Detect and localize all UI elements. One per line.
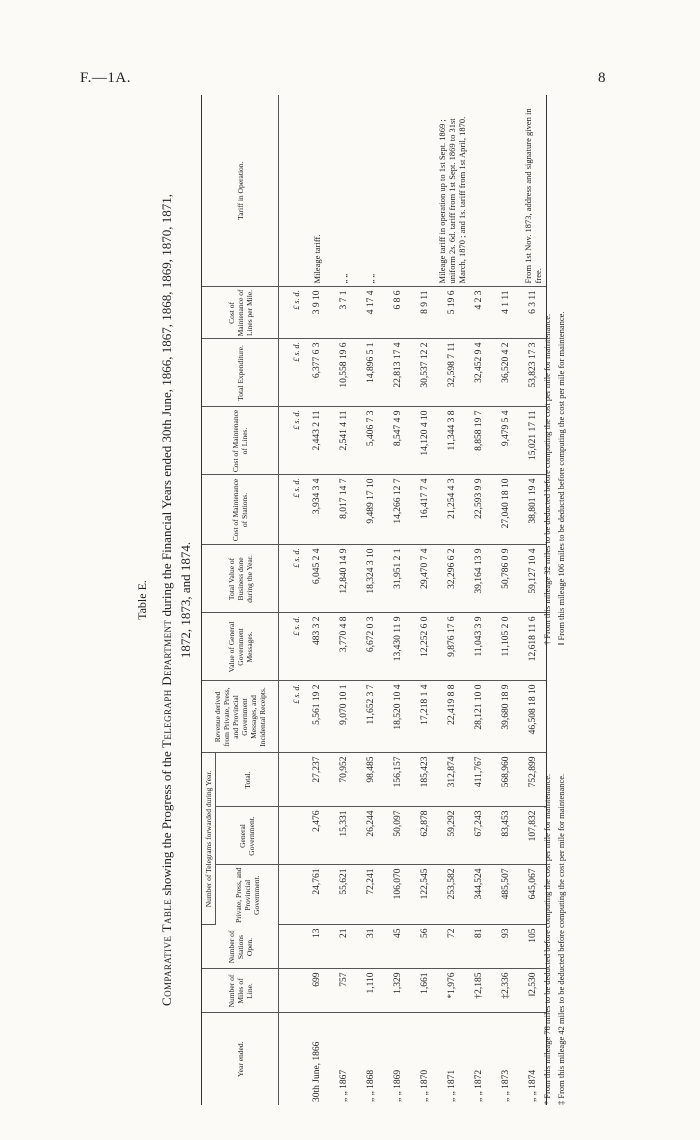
unit-lsd: £ s. d.	[279, 339, 304, 407]
cell-revenue: 39,680 18 9	[492, 681, 519, 753]
cell-business-value: 6,045 2 4	[303, 545, 330, 613]
header-general: General Government.	[216, 807, 279, 865]
cell-maint-lines: 14,120 4 10	[411, 407, 438, 475]
unit-lsd: £ s. d.	[279, 407, 304, 475]
caption-lead: Comparative Table	[159, 898, 174, 1006]
cell-revenue: 28,121 10 0	[465, 681, 492, 753]
cell-year: „ „ 1868	[365, 1069, 376, 1102]
cell-stations: 72	[438, 925, 465, 969]
cell-govt-value: 11,043 3 9	[465, 613, 492, 681]
cell-tariff: From 1st Nov. 1873, address and signature given in free.	[519, 95, 547, 287]
cell-maint-stations: 22,593 9 9	[465, 475, 492, 545]
cell-private: 485,507	[492, 865, 519, 925]
cell-stations: 13	[303, 925, 330, 969]
cell-year: „ „ 1874	[519, 1013, 547, 1105]
table-row	[357, 95, 384, 1105]
unit-lsd: £ s. d.	[279, 681, 304, 753]
cell-maint-lines: 11,344 3 8	[438, 407, 465, 475]
cell-maint-lines: 2,541 4 11	[330, 407, 357, 475]
cell-govt-value: 3,770 4 8	[330, 613, 357, 681]
page-number: 8	[598, 70, 606, 86]
cell-miles: *1,976	[438, 969, 465, 1013]
cell-expenditure: 53,823 17 3	[519, 339, 547, 407]
rotated-table-block	[135, 95, 595, 1105]
cell-year: „ „ 1870	[419, 1069, 430, 1102]
cell-private: 122,545	[411, 865, 438, 925]
table-row	[384, 95, 411, 1105]
cell-expenditure: 10,558 19 6	[330, 339, 357, 407]
cell-revenue: 18,520 10 4	[384, 681, 411, 753]
cell-maint-stations: 16,417 7 4	[411, 475, 438, 545]
cell-miles: 1,661	[411, 969, 438, 1013]
cell-private: 344,524	[465, 865, 492, 925]
cell-year: „ „ 1867	[338, 1069, 349, 1102]
cell-revenue: 5,561 19 2	[303, 681, 330, 753]
table-row	[330, 95, 357, 1105]
header-govt-value: Value of General Government Messages.	[202, 613, 279, 681]
unit-lsd: £ s. d.	[279, 287, 304, 339]
cell-revenue: 17,218 1 4	[411, 681, 438, 753]
cell-total: 185,423	[411, 753, 438, 807]
cell-private: 106,070	[384, 865, 411, 925]
cell-total: 752,899	[519, 753, 547, 807]
caption-line2: 1872, 1873, and 1874.	[178, 541, 193, 659]
header-telegrams-group: Number of Telegrams forwarded during Year.	[202, 753, 216, 925]
cell-total: 27,237	[303, 753, 330, 807]
cell-maint-lines: 8,858 19 7	[465, 407, 492, 475]
cell-expenditure: 36,520 4 2	[492, 339, 519, 407]
cell-per-mile: 3 7 1	[330, 287, 357, 339]
cell-per-mile: 6 3 11	[519, 287, 547, 339]
cell-total: 411,767	[465, 753, 492, 807]
header-miles: Number of Miles of Line.	[202, 969, 279, 1013]
header-year: Year ended.	[202, 1013, 279, 1105]
cell-general: 62,878	[411, 807, 438, 865]
cell-govt-value: 483 3 2	[303, 613, 330, 681]
cell-business-value: 39,164 13 9	[465, 545, 492, 613]
cell-stations: 93	[492, 925, 519, 969]
cell-govt-value: 12,618 11 6	[519, 613, 547, 681]
cell-expenditure: 32,452 9 4	[465, 339, 492, 407]
units-row	[279, 95, 304, 1105]
cell-tariff: Mileage tariff in operation up to 1st Sept. 1869 ; uniform 2s. 6d. tariff from 1st Sept. 1869 to 31st March, 1870 ; and 1s. tariff from 1st April, 1870.	[384, 95, 519, 287]
cell-general: 67,243	[465, 807, 492, 865]
cell-expenditure: 14,896 5 1	[357, 339, 384, 407]
cell-business-value: 31,951 2 1	[384, 545, 411, 613]
cell-expenditure: 6,377 6 3	[303, 339, 330, 407]
footnote: * From this mileage 78 miles to be deducted before computing the cost per mile for maintenance.	[542, 773, 552, 1105]
cell-private: 645,067	[519, 865, 547, 925]
cell-tariff: „ „	[357, 95, 384, 287]
cell-maint-lines: 15,021 17 11	[519, 407, 547, 475]
footnote: † From this mileage 32 miles to be deducted before computing the cost per mile for maintenance.	[542, 313, 552, 645]
cell-miles: 1,329	[384, 969, 411, 1013]
cell-per-mile: 6 8 6	[384, 287, 411, 339]
cell-stations: 56	[411, 925, 438, 969]
cell-govt-value: 6,672 0 3	[357, 613, 384, 681]
cell-maint-stations: 14,266 12 7	[384, 475, 411, 545]
cell-business-value: 32,296 6 2	[438, 545, 465, 613]
footnote: ‡ From this mileage 42 miles to be deducted before computing the cost per mile for maintenance.	[556, 773, 566, 1105]
cell-per-mile: 3 9 10	[303, 287, 330, 339]
cell-stations: 45	[384, 925, 411, 969]
cell-per-mile: 4 1 11	[492, 287, 519, 339]
cell-total: 312,874	[438, 753, 465, 807]
footnote: ‖ From this mileage 106 miles to be deducted before computing the cost per mile for maintenance.	[556, 311, 566, 645]
header-maint-stations: Cost of Maintenance of Stations.	[202, 475, 279, 545]
cell-business-value: 59,127 10 4	[519, 545, 547, 613]
cell-stations: 81	[465, 925, 492, 969]
unit-lsd: £ s. d.	[279, 475, 304, 545]
cell-maint-lines: 9,479 5 4	[492, 407, 519, 475]
cell-general: 59,292	[438, 807, 465, 865]
cell-stations: 31	[357, 925, 384, 969]
unit-lsd: £ s. d.	[279, 545, 304, 613]
header-maint-lines: Cost of Maintenance of Lines.	[202, 407, 279, 475]
cell-business-value: 50,786 0 9	[492, 545, 519, 613]
cell-maint-lines: 5,406 7 3	[357, 407, 384, 475]
cell-year: „ „ 1869	[392, 1069, 403, 1102]
cell-govt-value: 12,252 6 0	[411, 613, 438, 681]
cell-govt-value: 9,876 17 6	[438, 613, 465, 681]
cell-miles: ‡2,336	[492, 969, 519, 1013]
header-total: Total.	[216, 753, 279, 807]
cell-revenue: 9,070 10 1	[330, 681, 357, 753]
cell-general: 2,476	[303, 807, 330, 865]
cell-expenditure: 32,598 7 11	[438, 339, 465, 407]
cell-revenue: 22,419 8 8	[438, 681, 465, 753]
cell-general: 83,453	[492, 807, 519, 865]
cell-total: 568,960	[492, 753, 519, 807]
cell-miles: 1,110	[357, 969, 384, 1013]
cell-per-mile: 5 19 6	[438, 287, 465, 339]
cell-business-value: 12,840 14 9	[330, 545, 357, 613]
page-section-label: F.—1A.	[80, 70, 131, 86]
cell-business-value: 18,324 3 10	[357, 545, 384, 613]
cell-year: „ „ 1871	[446, 1069, 457, 1102]
cell-year: „ „ 1873	[500, 1069, 511, 1102]
cell-private: 253,582	[438, 865, 465, 925]
cell-miles: 757	[330, 969, 357, 1013]
cell-maint-stations: 38,801 19 4	[519, 475, 547, 545]
table-body	[279, 95, 547, 1105]
cell-stations: 105	[519, 925, 547, 969]
table-row	[303, 95, 330, 1105]
cell-general: 50,097	[384, 807, 411, 865]
cell-total: 156,157	[384, 753, 411, 807]
cell-revenue: 46,508 18 10	[519, 681, 547, 753]
header-cost-per-mile: Cost of Maintenance of Lines per Mile.	[202, 287, 279, 339]
table-caption	[157, 95, 195, 1105]
cell-tariff: Mileage tariff.	[303, 95, 330, 287]
cell-per-mile: 4 2 3	[465, 287, 492, 339]
cell-expenditure: 22,813 17 4	[384, 339, 411, 407]
cell-per-mile: 4 17 4	[357, 287, 384, 339]
cell-year: 30th June, 1866	[311, 1041, 322, 1102]
cell-general: 26,244	[357, 807, 384, 865]
cell-revenue: 11,652 3 7	[357, 681, 384, 753]
cell-per-mile: 8 9 11	[411, 287, 438, 339]
cell-maint-stations: 27,040 18 10	[492, 475, 519, 545]
cell-miles: ‖2,530	[519, 969, 547, 1013]
cell-miles: †2,185	[465, 969, 492, 1013]
table-label: Table E.	[135, 580, 149, 620]
cell-maint-lines: 2,443 2 11	[303, 407, 330, 475]
header-expenditure: Total Expenditure.	[202, 339, 279, 407]
cell-general: 15,331	[330, 807, 357, 865]
cell-miles: 699	[303, 969, 330, 1013]
progress-table	[201, 95, 547, 1105]
cell-stations: 21	[330, 925, 357, 969]
cell-private: 55,621	[330, 865, 357, 925]
caption-mid: showing the Progress of the	[159, 747, 174, 899]
cell-maint-stations: 21,254 4 3	[438, 475, 465, 545]
header-revenue: Revenue derived from Private, Press, and Provincial Government Messages, and Incidental Receipts.	[202, 681, 279, 753]
cell-private: 72,241	[357, 865, 384, 925]
cell-year: „ „ 1872	[473, 1069, 484, 1102]
caption-dept: Telegraph Department	[159, 619, 174, 748]
cell-govt-value: 13,430 11 9	[384, 613, 411, 681]
header-tariff: Tariff in Operation.	[202, 95, 279, 287]
cell-private: 24,761	[303, 865, 330, 925]
header-private: Private, Press, and Provincial Government.	[216, 865, 279, 925]
cell-maint-stations: 9,489 17 10	[357, 475, 384, 545]
cell-expenditure: 30,537 12 2	[411, 339, 438, 407]
cell-govt-value: 11,105 2 0	[492, 613, 519, 681]
cell-maint-stations: 8,017 14 7	[330, 475, 357, 545]
cell-maint-stations: 3,934 3 4	[303, 475, 330, 545]
header-business-value: Total Value of Business done during the Year.	[202, 545, 279, 613]
footnotes	[540, 95, 568, 1105]
cell-tariff: „ „	[330, 95, 357, 287]
cell-total: 70,952	[330, 753, 357, 807]
unit-lsd: £ s. d.	[279, 613, 304, 681]
caption-rest: during the Financial Years ended 30th June, 1866, 1867, 1868, 1869, 1870, 1871,	[159, 194, 174, 620]
cell-general: 107,832	[519, 807, 547, 865]
cell-maint-lines: 8,547 4 9	[384, 407, 411, 475]
cell-business-value: 29,470 7 4	[411, 545, 438, 613]
cell-total: 98,485	[357, 753, 384, 807]
header-stations: Number of Stations Open.	[202, 925, 279, 969]
